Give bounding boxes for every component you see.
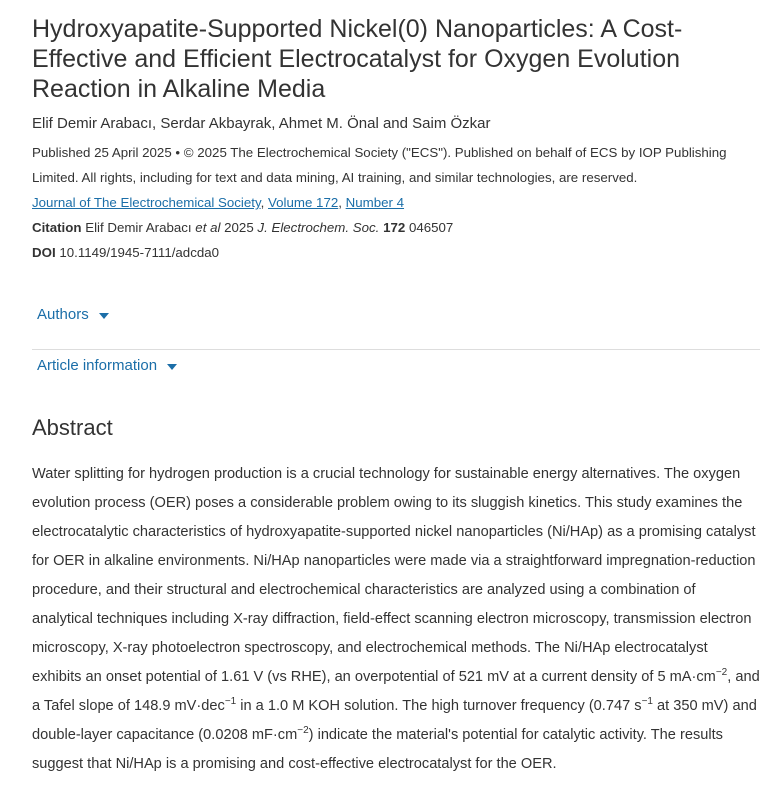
breadcrumb-separator: , <box>260 195 269 210</box>
chevron-down-icon <box>99 313 109 319</box>
abstract-part: ) indicate the material's potential for catalytic activity. The results suggest that Ni/HAp is a promising and cost-effective electrocatalyst for the OER. <box>32 727 723 773</box>
volume-link[interactable]: Volume 172 <box>268 195 339 210</box>
citation-year: 2025 <box>220 220 258 235</box>
authors-accordion <box>37 306 760 326</box>
section-divider <box>32 349 760 350</box>
superscript: −2 <box>715 667 728 679</box>
doi-value: 10.1149/1945-7111/adcda0 <box>55 245 220 260</box>
authors-toggle-label: Authors <box>37 306 89 323</box>
author-list: Elif Demir Arabacı, Serdar Akbayrak, Ahmet M. Önal and Saim Özkar <box>32 115 491 132</box>
superscript: −1 <box>641 696 653 708</box>
journal-breadcrumb <box>32 190 760 215</box>
article-info-toggle-button[interactable] <box>37 357 177 374</box>
journal-link[interactable]: Journal of The Electrochemical Society <box>32 195 261 210</box>
article-info-accordion <box>37 357 760 377</box>
doi-label: DOI <box>32 245 56 260</box>
citation-journal: J. Electrochem. Soc. <box>257 220 380 235</box>
abstract-part: in a 1.0 M KOH solution. The high turnover frequency (0.747 s <box>236 698 642 715</box>
citation-article-number: 046507 <box>405 220 454 235</box>
abstract-part: Water splitting for hydrogen production is a crucial technology for sustainable energy alternatives. The oxygen evolution process (OER) poses a considerable problem owing to its sluggish kinetics. This study examines the electrocatalytic characteristics of hydroxyapatite-supported nickel nanoparticles (Ni/HAp) as a promising catalyst for OER in alkaline environments. Ni/HAp nanoparticles were made via a straightforward impregnation-reduction procedure, and their structural and electrochemical characteristics are analyzed using a combination of analytical techniques including X-ray diffraction, field-effect scanning electron microscopy, transmission electron microscopy, X-ray photoelectron spectroscopy, and electrochemical methods. The Ni/HAp electrocatalyst exhibits an onset potential of 1.61 V (vs RHE), an overpotential of 521 mV at a current density of 5 mA·cm <box>32 466 756 686</box>
number-link[interactable]: Number 4 <box>345 195 405 210</box>
superscript: −2 <box>297 725 309 737</box>
citation-label: Citation <box>32 220 82 235</box>
abstract-part: , and a Tafel slope of 148.9 mV·dec <box>32 669 760 715</box>
abstract-heading: Abstract <box>32 415 113 440</box>
superscript: −1 <box>224 696 237 708</box>
article-title: Hydroxyapatite-Supported Nickel(0) Nanoparticles: A Cost-Effective and Efficient Electrocatalyst for Oxygen Evolution Reaction in Alkaline Media <box>32 15 683 103</box>
breadcrumb-separator: , <box>338 195 346 210</box>
citation-etal: et al <box>195 220 221 235</box>
article-info-toggle-label: Article information <box>37 357 158 374</box>
article-header <box>32 0 760 794</box>
authors-toggle-button[interactable] <box>37 306 109 323</box>
citation <box>32 215 760 240</box>
abstract-part: at 350 mV) and double-layer capacitance (0.0208 mF·cm <box>32 698 757 744</box>
publication-notice: Published 25 April 2025 • © 2025 The Electrochemical Society ("ECS"). Published on behalf of ECS by IOP Publishing Limited. All rights, including for text and data mining, AI training, and similar technologies, are reserved. <box>32 145 727 185</box>
abstract-text <box>32 460 760 779</box>
citation-authors: Elif Demir Arabacı <box>81 220 196 235</box>
chevron-down-icon <box>167 364 177 370</box>
citation-volume: 172 <box>383 220 406 235</box>
doi <box>32 240 760 265</box>
